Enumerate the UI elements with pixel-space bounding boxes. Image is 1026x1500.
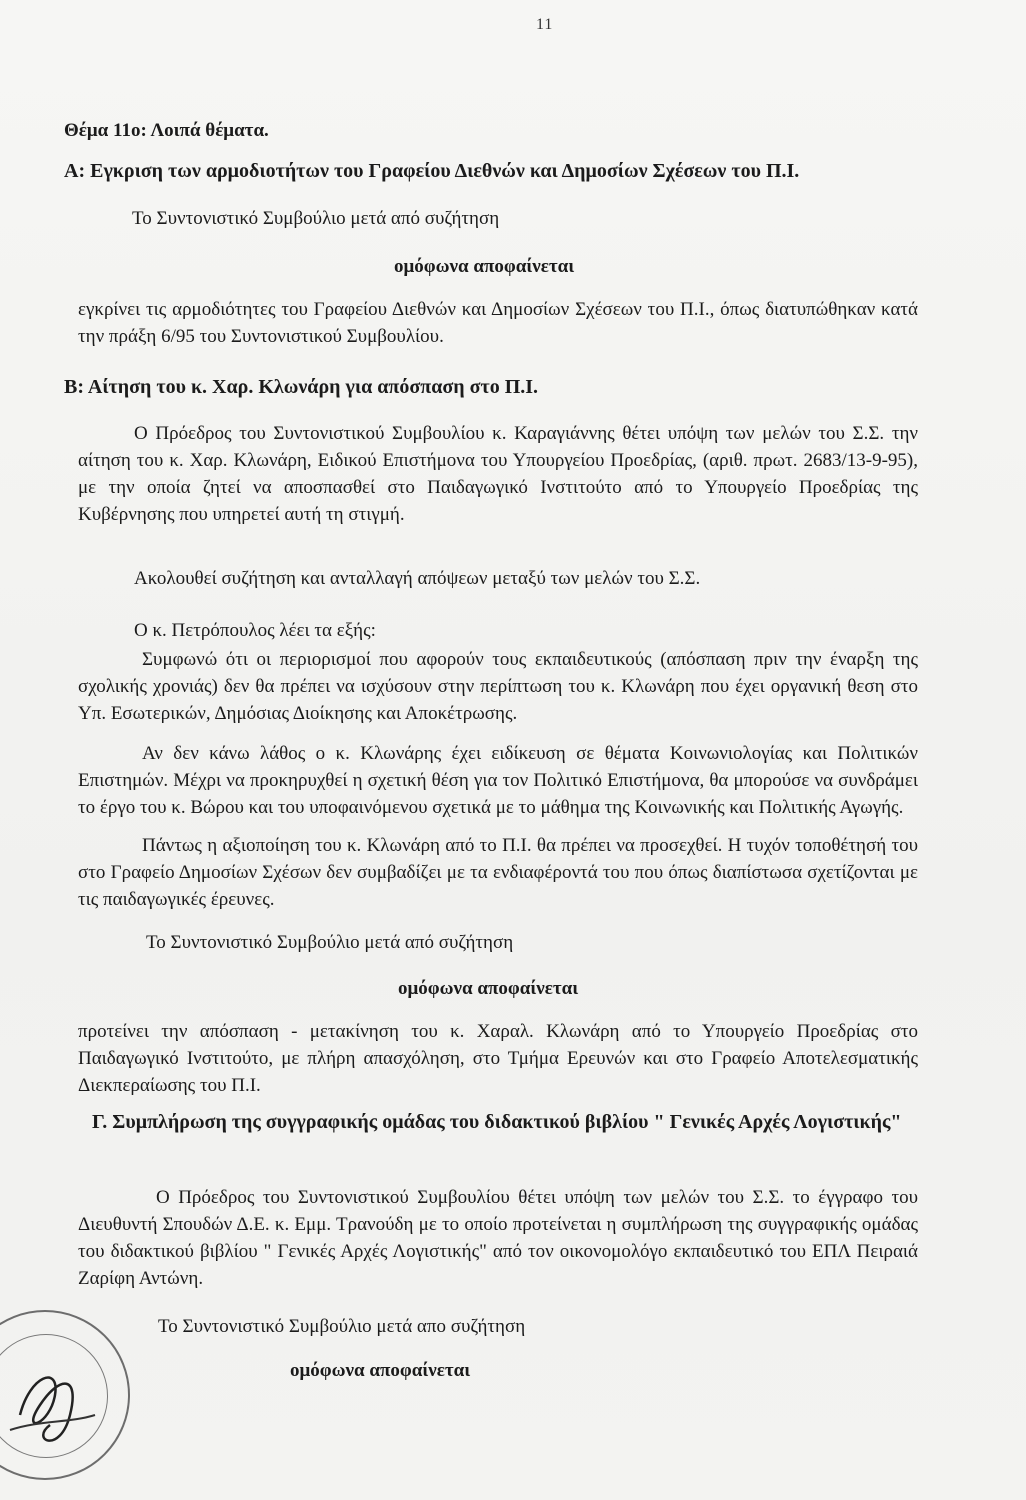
section-a-intro: Το Συντονιστικό Συμβούλιο μετά από συζήτηση — [132, 208, 500, 229]
section-c-decision-label: ομόφωνα αποφαίνεται — [290, 1360, 471, 1381]
signature-icon — [0, 1345, 110, 1455]
section-b-quote-3: Πάντως η αξιοποίηση του κ. Κλωνάρη από το Π.Ι. θα πρέπει να προσεχθεί. Η τυχόν τοποθέτησή του στο Γραφείο Δημοσίων Σχέσων δεν συμβαδίζει με τα ενδιαφέροντά του που όπως διαπίστωσα σχετίζονται με τις παιδαγωγικές έρευνες. — [78, 835, 918, 910]
section-b-paragraph-2: Ακολουθεί συζήτηση και ανταλλαγή απόψεων μεταξύ των μελών του Σ.Σ. — [134, 568, 701, 589]
section-b-quote-2: Αν δεν κάνω λάθος ο κ. Κλωνάρης έχει ειδίκευση σε θέματα Κοινωνιολογίας και Πολιτικών Επιστημών. Μέχρι να προκηρυχθεί η σχετική θέση για τον Πολιτικό Επιστήμονα, θα μπορούσε να συνδράμει το έργο του κ. Βώρου και του υποφαινόμενου σχετικά με το μάθημα της Κοινωνικής και Πολιτικής Αγωγής. — [78, 743, 918, 818]
section-b-decision-text: προτείνει την απόσπαση - μετακίνηση του κ. Χαραλ. Κλωνάρη από το Υπουργείο Προεδρίας στο Παιδαγωγικό Ινστιτούτο, με πλήρη απασχόληση, στο Τμήμα Ερευνών και στο Γραφείο Αποτελεσματικής Διεκπεραίωσης του Π.Ι. — [78, 1021, 918, 1096]
section-c-paragraph-1: Ο Πρόεδρος του Συντονιστικού Συμβουλίου θέτει υπόψη των μελών του Σ.Σ. το έγγραφο του Διευθυντή Σπουδών Δ.Ε. κ. Εμμ. Τρανούδη με το οποίο προτείνεται η συμπλήρωση της συγγραφικής ομάδας του διδακτικού βιβλίου " Γενικές Αρχές Λογιστικής" από τον οικονομολόγο εκπαιδευτικό του ΕΠΛ Πειραιά Ζαρίφη Αντώνη. — [78, 1187, 918, 1289]
section-c-intro: Το Συντονιστικό Συμβούλιο μετά απο συζήτηση — [158, 1316, 526, 1337]
section-b-intro-2: Το Συντονιστικό Συμβούλιο μετά από συζήτηση — [146, 932, 514, 953]
section-a-heading: Α: Εγκριση των αρμοδιοτήτων του Γραφείου Διεθνών και Δημοσίων Σχέσεων του Π.Ι. — [64, 160, 800, 182]
section-a-decision-text: εγκρίνει τις αρμοδιότητες του Γραφείου Διεθνών και Δημοσίων Σχέσεων του Π.Ι., όπως διατυπώθηκαν κατά την πράξη 6/95 του Συντονιστικού Συμβουλίου. — [78, 299, 918, 347]
page-number: 11 — [536, 16, 554, 33]
section-b-quote-1: Συμφωνώ ότι οι περιορισμοί που αφορούν τους εκπαιδευτικούς (απόσπαση πριν την έναρξη της σχολικής χρονιάς) δεν θα πρέπει να ισχύσουν στην περίπτωση του κ. Κλωνάρη που έχει οργανική θεση στο Υπ. Εσωτερικών, Δημόσιας Διοίκησης και Αποκέτρωσης. — [78, 649, 918, 724]
section-b-heading: Β: Αίτηση του κ. Χαρ. Κλωνάρη για απόσπαση στο Π.Ι. — [64, 376, 539, 398]
section-a-decision-label: ομόφωνα αποφαίνεται — [394, 256, 575, 277]
topic-heading: Θέμα 11ο: Λοιπά θέματα. — [64, 120, 269, 141]
section-b-decision-label: ομόφωνα αποφαίνεται — [398, 978, 579, 999]
section-c-heading: Γ. Συμπλήρωση της συγγραφικής ομάδας του διδακτικού βιβλίου " Γενικές Αρχές Λογιστικής" — [92, 1111, 902, 1133]
section-b-paragraph-1: Ο Πρόεδρος του Συντονιστικού Συμβουλίου κ. Καραγιάννης θέτει υπόψη των μελών του Σ.Σ. την αίτηση του κ. Χαρ. Κλωνάρη, Ειδικού Επιστήμονα του Υπουργείου Προεδρίας, (αριθ. πρωτ. 2683/13-9-95), με την οποία ζητεί να αποσπασθεί στο Παιδαγωγικό Ινστιτούτο από το Υπουργείο Προεδρίας της Κυβέρνησης που υπηρετεί αυτή τη στιγμή. — [78, 423, 918, 525]
section-b-speaker-intro: Ο κ. Πετρόπουλος λέει τα εξής: — [134, 620, 376, 641]
